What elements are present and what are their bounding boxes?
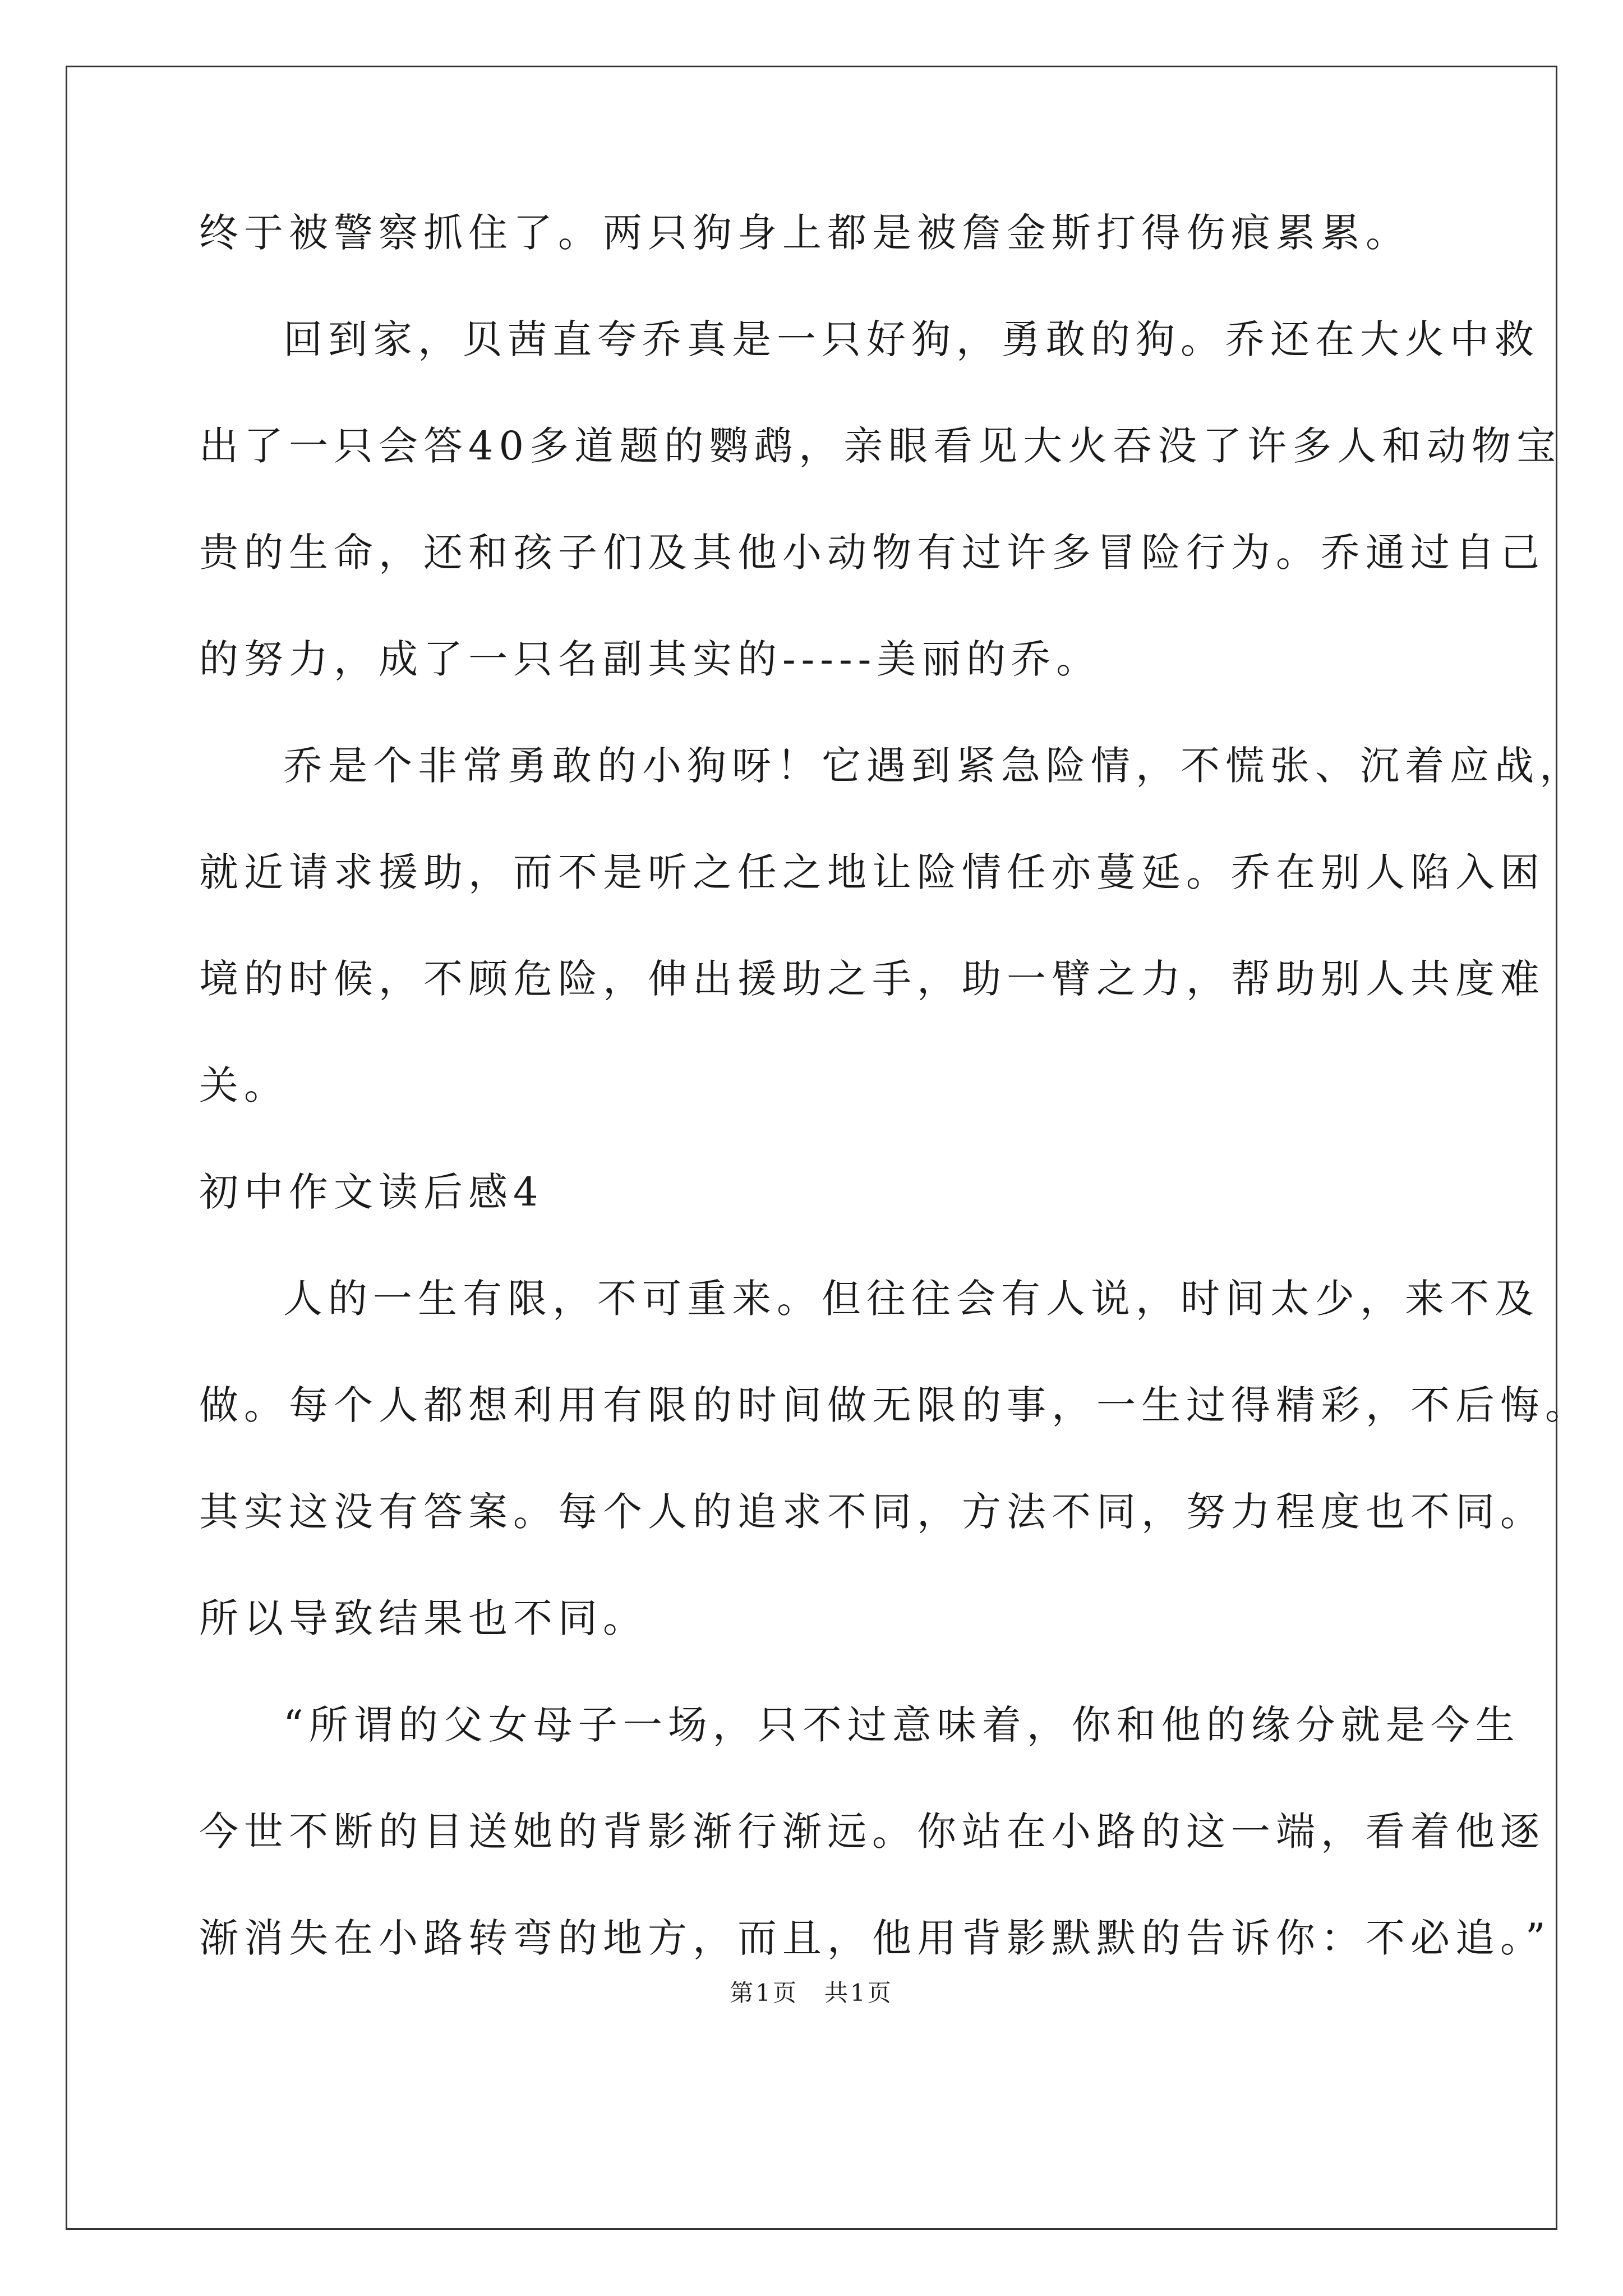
text-line-7: 就近请求援助，而不是听之任之地让险情任亦蔓延。乔在别人陷入困 xyxy=(199,849,1545,895)
text-line-2: 回到家，贝茜直夸乔真是一只好狗，勇敢的狗。乔还在大火中救 xyxy=(283,316,1539,362)
page-number-footer: 第1页 共1页 xyxy=(730,1979,893,2007)
text-line-6: 乔是个非常勇敢的小狗呀！它遇到紧急险情，不慌张、沉着应战， xyxy=(283,743,1584,789)
text-line-8: 境的时候，不顾危险，伸出援助之手，助一臂之力，帮助别人共度难 xyxy=(199,956,1545,1002)
text-line-13: 其实这没有答案。每个人的追求不同，方法不同，努力程度也不同。 xyxy=(199,1489,1545,1535)
section-heading: 初中作文读后感4 xyxy=(199,1169,544,1215)
text-line-9: 关。 xyxy=(199,1062,289,1108)
text-line-5: 的努力，成了一只名副其实的-----美丽的乔。 xyxy=(199,636,1101,682)
text-line-3: 出了一只会答40多道题的鹦鹉，亲眼看见大火吞没了许多人和动物宝 xyxy=(199,423,1562,469)
text-line-16: 今世不断的目送她的背影渐行渐远。你站在小路的这一端，看着他逐 xyxy=(199,1809,1545,1855)
text-line-12: 做。每个人都想利用有限的时间做无限的事，一生过得精彩，不后悔。 xyxy=(199,1382,1590,1428)
text-line-11: 人的一生有限，不可重来。但往往会有人说，时间太少，来不及 xyxy=(283,1276,1539,1322)
text-line-15: “所谓的父女母子一场，只不过意味着，你和他的缘分就是今生 xyxy=(283,1702,1520,1748)
text-line-17: 渐消失在小路转弯的地方，而且，他用背影默默的告诉你：不必追。” xyxy=(199,1915,1551,1961)
text-line-1: 终于被警察抓住了。两只狗身上都是被詹金斯打得伤痕累累。 xyxy=(199,210,1410,256)
text-line-4: 贵的生命，还和孩子们及其他小动物有过许多冒险行为。乔通过自己 xyxy=(199,530,1545,576)
text-line-14: 所以导致结果也不同。 xyxy=(199,1595,648,1641)
document-body xyxy=(199,202,1590,2014)
